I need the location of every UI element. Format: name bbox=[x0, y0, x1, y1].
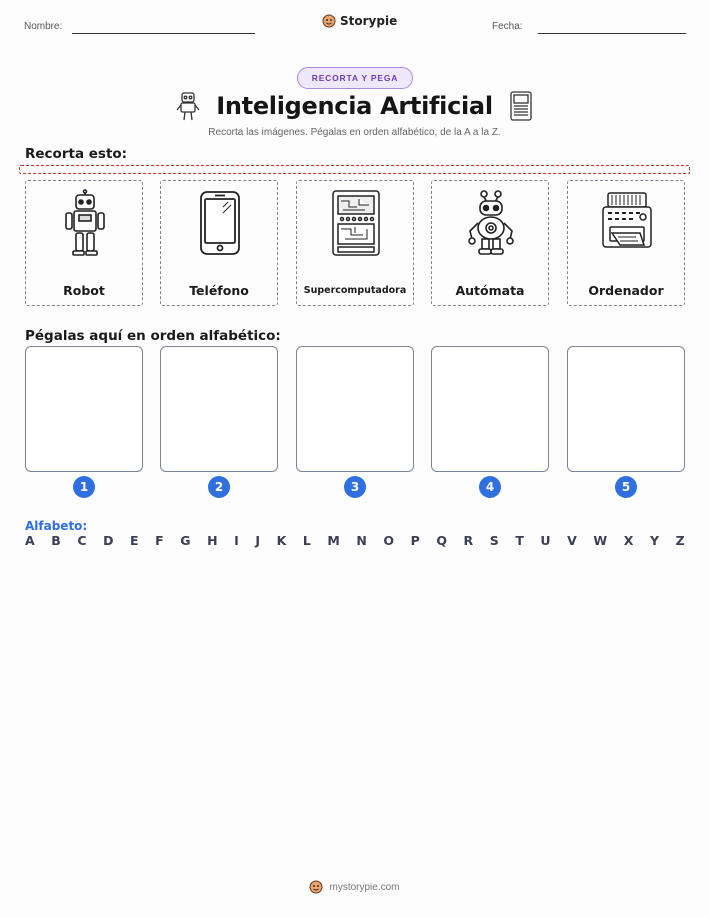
alphabet-letter: I bbox=[234, 533, 239, 548]
card-label: Teléfono bbox=[189, 283, 249, 298]
name-field-line[interactable] bbox=[72, 33, 255, 34]
alphabet-letter: P bbox=[410, 533, 420, 548]
paste-box-1[interactable] bbox=[25, 346, 143, 472]
alphabet-letter: C bbox=[77, 533, 87, 548]
cut-card-supercomputadora[interactable] bbox=[296, 180, 414, 306]
number-badge: 1 bbox=[73, 476, 95, 498]
alphabet-letter: X bbox=[623, 533, 634, 548]
alphabet-letter: V bbox=[567, 533, 577, 548]
alphabet-letter: Z bbox=[675, 533, 685, 548]
name-label: Nombre: bbox=[24, 21, 63, 32]
alphabet-letter: L bbox=[302, 533, 311, 548]
robot-icon bbox=[58, 189, 112, 257]
cut-card-ordenador[interactable] bbox=[567, 180, 685, 306]
alphabet-row bbox=[25, 533, 685, 548]
storypie-logo-icon bbox=[309, 880, 323, 894]
footer-site[interactable]: mystorypie.com bbox=[329, 881, 400, 893]
paste-box-5[interactable] bbox=[567, 346, 685, 472]
cut-card-robot[interactable] bbox=[25, 180, 143, 306]
alphabet-letter: R bbox=[463, 533, 474, 548]
alphabet-letter: S bbox=[489, 533, 499, 548]
robot-icon bbox=[174, 90, 202, 122]
cut-card-automata[interactable] bbox=[431, 180, 549, 306]
computer-icon bbox=[600, 189, 654, 257]
paste-box-3[interactable] bbox=[296, 346, 414, 472]
page-title: Inteligencia Artificial bbox=[216, 92, 493, 120]
footer bbox=[0, 880, 709, 894]
paste-section-label: Pégalas aquí en orden alfabético: bbox=[25, 328, 281, 344]
supercomputer-icon bbox=[329, 189, 383, 257]
number-badge: 3 bbox=[344, 476, 366, 498]
card-label: Robot bbox=[63, 283, 105, 298]
alphabet-letter: J bbox=[255, 533, 260, 548]
alphabet-letter: K bbox=[276, 533, 287, 548]
cut-section-label: Recorta esto: bbox=[25, 146, 128, 162]
automaton-icon bbox=[464, 189, 518, 257]
phone-icon bbox=[193, 189, 247, 257]
card-label: Ordenador bbox=[588, 283, 664, 298]
date-label: Fecha: bbox=[492, 21, 523, 32]
brand-name: Storypie bbox=[340, 14, 398, 28]
storypie-logo-icon bbox=[322, 14, 336, 28]
card-label: Supercomputadora bbox=[303, 285, 407, 296]
alphabet-letter: F bbox=[155, 533, 164, 548]
alphabet-label: Alfabeto: bbox=[25, 519, 88, 533]
alphabet-letter: N bbox=[356, 533, 367, 548]
instructions: Recorta las imágenes. Pégalas en orden alfabético, de la A a la Z. bbox=[208, 127, 501, 138]
brand bbox=[322, 14, 397, 28]
alphabet-letter: G bbox=[180, 533, 191, 548]
alphabet-letter: Y bbox=[649, 533, 659, 548]
alphabet-letter: U bbox=[540, 533, 551, 548]
alphabet-letter: D bbox=[103, 533, 114, 548]
supercomputer-icon bbox=[507, 90, 535, 122]
alphabet-letter: B bbox=[51, 533, 61, 548]
number-badge: 4 bbox=[479, 476, 501, 498]
title-row bbox=[0, 90, 709, 122]
cut-card-telefono[interactable] bbox=[160, 180, 278, 306]
alphabet-letter: H bbox=[207, 533, 218, 548]
alphabet-letter: O bbox=[383, 533, 395, 548]
number-badge: 2 bbox=[208, 476, 230, 498]
alphabet-letter: A bbox=[25, 533, 35, 548]
alphabet-letter: T bbox=[515, 533, 524, 548]
alphabet-letter: Q bbox=[436, 533, 447, 548]
card-label: Autómata bbox=[455, 283, 525, 298]
paste-box-4[interactable] bbox=[431, 346, 549, 472]
alphabet-letter: W bbox=[593, 533, 608, 548]
alphabet-letter: E bbox=[130, 533, 139, 548]
number-badge: 5 bbox=[615, 476, 637, 498]
activity-badge: RECORTA Y PEGA bbox=[297, 67, 413, 89]
alphabet-letter: M bbox=[327, 533, 340, 548]
paste-box-2[interactable] bbox=[160, 346, 278, 472]
date-field-line[interactable] bbox=[538, 33, 686, 34]
cut-line bbox=[19, 165, 690, 174]
